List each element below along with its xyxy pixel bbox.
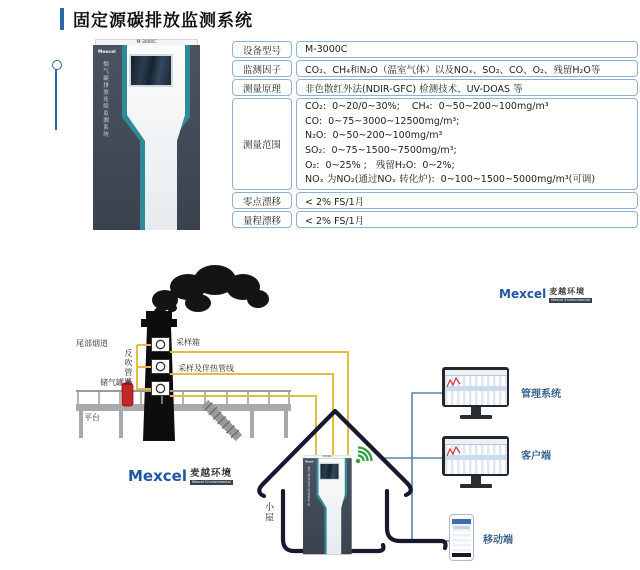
trend-line-icon	[447, 445, 462, 459]
range-line: NOₓ 为NO₂(通过NOₓ 转化炉): 0~100~1500~5000mg/m³(可调)	[305, 174, 596, 186]
mobile-phone	[449, 514, 474, 561]
cabinet-side-label: 烟气碳排放连续监测系统	[102, 61, 108, 138]
cabinet-side-label: 烟气碳排放连续监测系统	[307, 466, 310, 507]
monitor-management	[442, 367, 509, 419]
smoke-icon	[152, 265, 269, 317]
trend-line-icon	[447, 376, 462, 390]
label-management-system: 管理系统	[521, 389, 561, 400]
label-sampling-box: 采样箱	[176, 338, 200, 347]
label-shed: 小屋	[263, 502, 273, 523]
spec-label: 设备型号	[232, 41, 292, 58]
label-flue: 尾部烟道	[76, 339, 108, 348]
cabinet-screen	[319, 463, 339, 480]
phone-header-bar	[452, 519, 471, 524]
spec-value: CO₂、CH₄和N₂O（温室气体）以及NOₓ、SO₂、CO、O₂、残留H₂O等	[296, 60, 638, 77]
spec-value: M-3000C	[296, 41, 638, 58]
logo-tagline: Mexcel Environmental	[551, 297, 590, 302]
cabinet-model-label: M-3000C	[95, 39, 198, 47]
platform-railing	[76, 391, 291, 404]
spec-label: 零点漂移	[232, 192, 292, 209]
logo-cn: 麦越环境	[549, 287, 586, 296]
cabinet-brand-label: Mexcel	[305, 460, 314, 464]
cabinet-model-label: M-3000C	[304, 455, 351, 459]
label-gas-tank: 储气罐	[100, 378, 124, 387]
logo-tagline: Mexcel Environmental	[191, 480, 231, 484]
cabinet-screen	[129, 54, 173, 87]
logo-brand: Mexcel	[499, 287, 547, 301]
phone-bottom-bar	[452, 553, 471, 557]
spec-label: 量程漂移	[232, 211, 292, 228]
monitor-client	[442, 436, 509, 488]
range-line: SO₂: 0~75~1500~7500mg/m³;	[305, 145, 457, 156]
cabinet-body	[93, 45, 200, 230]
mexcel-logo	[128, 469, 233, 485]
label-sampling-heated-line: 采样及伴热管线	[178, 364, 234, 373]
phone-band	[453, 526, 470, 529]
range-line: O₂: 0~25% ; 残留H₂O: 0~2%;	[305, 159, 455, 171]
platform-deck	[76, 404, 291, 411]
spec-value: < 2% FS/1月	[296, 192, 638, 209]
platform-legs	[79, 411, 288, 438]
label-client: 客户端	[521, 451, 551, 462]
monitor-screen	[445, 370, 507, 405]
spec-label: 测量范围	[232, 98, 292, 190]
label-mobile: 移动端	[483, 535, 513, 546]
monitor-frame	[442, 367, 509, 407]
monitor-frame	[442, 436, 509, 476]
spec-label: 监测因子	[232, 60, 292, 77]
spec-value: < 2% FS/1月	[296, 211, 638, 228]
monitor-stand	[471, 476, 481, 484]
monitor-screen	[445, 439, 507, 474]
range-line: CO: 0~75~3000~12500mg/m³;	[305, 115, 460, 127]
logo-brand: Mexcel	[128, 467, 187, 485]
analyzer-cabinet-small	[303, 455, 352, 554]
chimney	[141, 311, 177, 441]
spec-value: 非色散红外法(NDIR-GFC) 检测技术、UV-DOAS 等	[296, 79, 638, 96]
cabinet-body	[303, 458, 352, 554]
mexcel-logo	[499, 288, 592, 303]
label-backpurge-line: 反吹管路	[124, 349, 133, 387]
spec-label: 测量原理	[232, 79, 292, 96]
phone-screen	[452, 519, 471, 557]
analyzer-cabinet	[93, 39, 200, 230]
page-title: 固定源碳排放监测系统	[73, 11, 253, 31]
monitor-stand	[471, 407, 481, 415]
label-platform: 平台	[84, 413, 100, 422]
monitor-base	[460, 415, 492, 419]
range-line: CO₂: 0~20/0~30%; CH₄: 0~50~200~100mg/m³	[305, 101, 549, 113]
monitor-base	[460, 484, 492, 488]
sampler-boxes	[152, 338, 170, 396]
range-line: N₂O: 0~50~200~100mg/m³	[305, 130, 443, 142]
cabinet-brand-label: Mexcel	[98, 50, 116, 55]
logo-cn: 麦越环境	[189, 468, 232, 479]
